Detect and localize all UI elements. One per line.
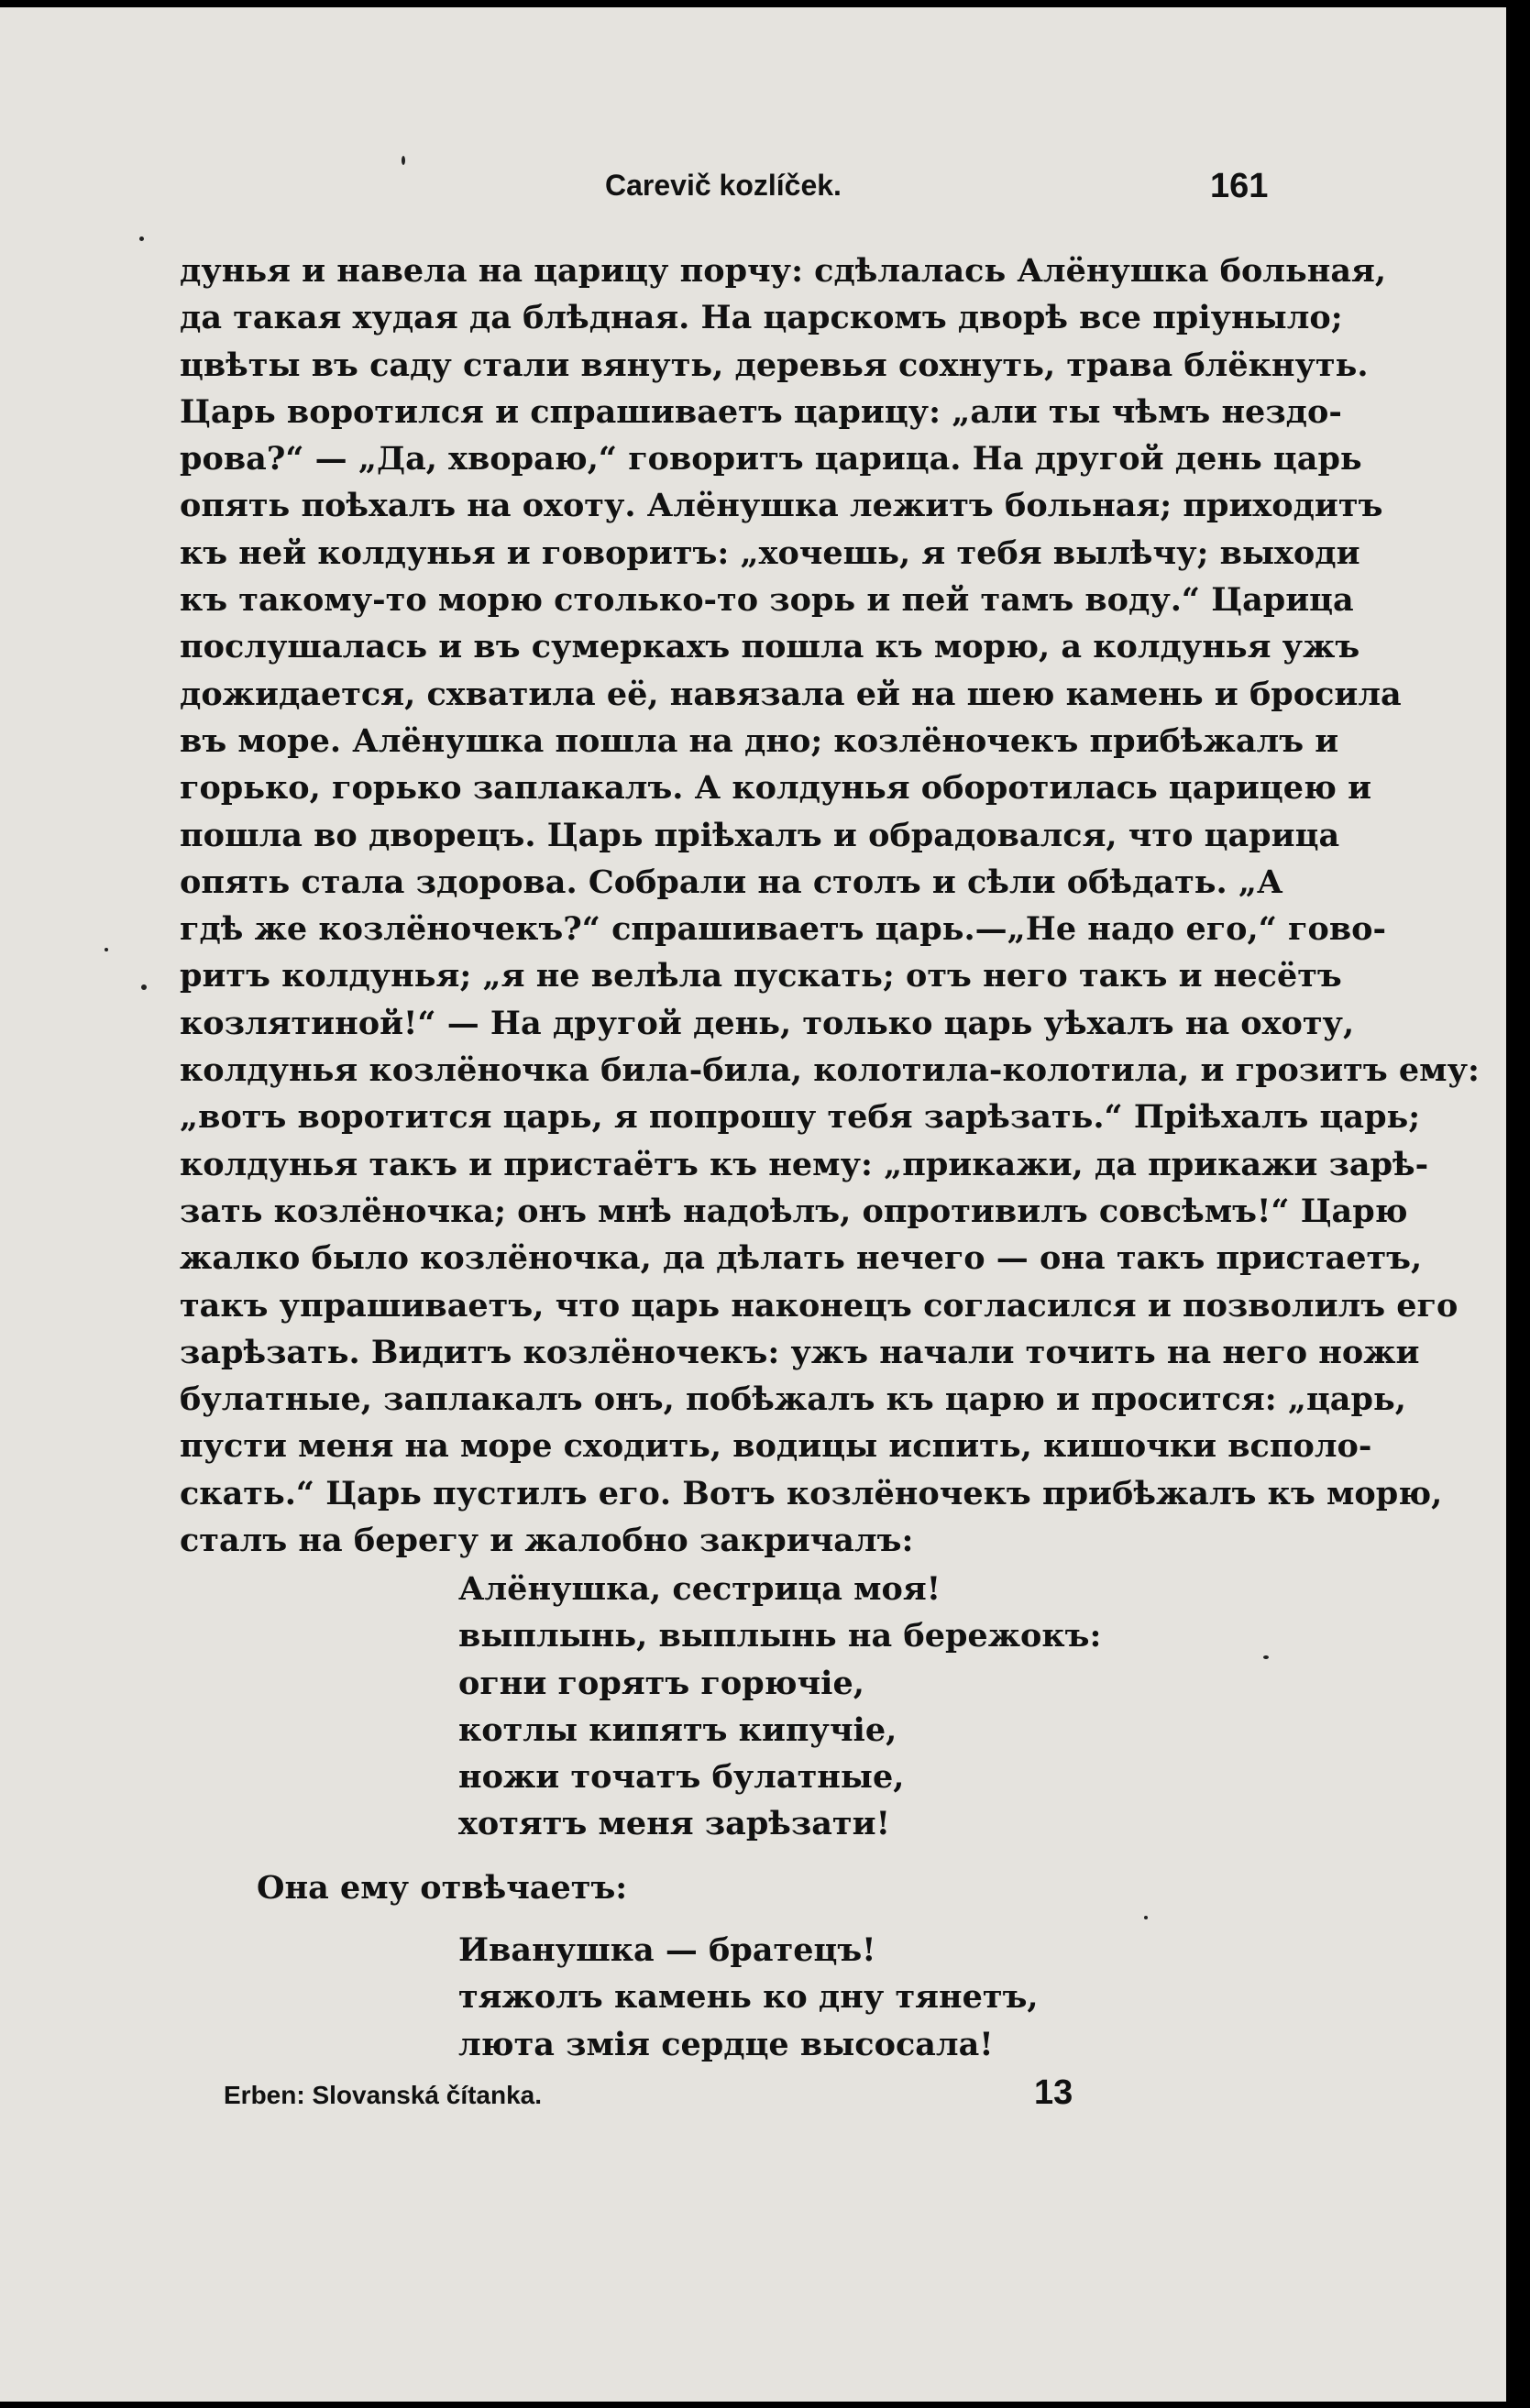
verse-line: тяжолъ камень ко дну тянетъ, [458, 1978, 1039, 2017]
running-title: Carevič kozlíček. [605, 169, 842, 202]
body-line: да такая худая да блѣдная. На царскомъ дворѣ все пріуныло; [180, 299, 1343, 337]
body-line: къ такому-то морю столько-то зорь и пей тамъ воду.“ Царица [180, 581, 1354, 620]
body-text [180, 247, 1480, 1564]
body-line: скать.“ Царь пустилъ его. Вотъ козлёночекъ прибѣжалъ къ морю, [180, 1474, 1443, 1512]
body-line: сталъ на берегу и жалобно закричалъ: [180, 1522, 914, 1560]
body-line: зать козлёночка; онъ мнѣ надоѣлъ, опротивилъ совсѣмъ!“ Царю [180, 1192, 1408, 1230]
footer-source: Erben: Slovanská čítanka. [224, 2081, 543, 2109]
scan-speck [402, 156, 405, 165]
verse-line: люта змія сердце высосала! [458, 2025, 994, 2063]
body-line: зарѣзать. Видитъ козлёночекъ: ужъ начали точить на него ножи [180, 1333, 1420, 1371]
body-line: колдунья козлёночка била-била, колотила-колотила, и грозитъ ему: [180, 1051, 1480, 1090]
body-line: Царь воротился и спрашиваетъ царицу: „али ты чѣмъ нездо- [180, 392, 1342, 431]
body-line: такъ упрашиваетъ, что царь наконецъ согласился и позволилъ его [180, 1286, 1458, 1325]
verse-line: огни горятъ горючіе, [458, 1664, 864, 1702]
scan-speck [139, 236, 144, 241]
verse-line: Алёнушка, сестрица моя! [458, 1570, 941, 1608]
body-line: жалко было козлёночка, да дѣлать нечего — она такъ пристаетъ, [180, 1239, 1423, 1278]
page-number: 161 [1210, 167, 1269, 205]
body-line: горько, горько заплакалъ. А колдунья оборотилась царицею и [180, 769, 1372, 808]
scan-edge [1506, 0, 1530, 2408]
page-footer [0, 2073, 1506, 2123]
verse-two [458, 1927, 1100, 2068]
body-line: дожидается, схватила её, навязала ей на шею камень и бросила [180, 675, 1402, 713]
scan-speck [1263, 1655, 1269, 1659]
body-line: опять стала здорова. Собрали на столъ и сѣли обѣдать. „А [180, 863, 1283, 901]
body-line: колдунья такъ и пристаётъ къ нему: „прикажи, да прикажи зарѣ- [180, 1145, 1429, 1183]
verse-one [458, 1566, 1100, 1848]
body-line: ритъ колдунья; „я не велѣла пускать; отъ него такъ и несётъ [180, 957, 1342, 995]
verse-line: ножи точатъ булатные, [458, 1758, 905, 1797]
body-line: пусти меня на море сходить, водицы испить, кишочки всполо- [180, 1427, 1372, 1466]
verse-line: Иванушка — братецъ! [458, 1931, 876, 1969]
body-line: „вотъ воротится царь, я попрошу тебя зарѣзать.“ Пріѣхалъ царь; [180, 1098, 1421, 1137]
body-line: въ море. Алёнушка пошла на дно; козлёночекъ прибѣжалъ и [180, 721, 1339, 760]
body-line: гдѣ же козлёночекъ?“ спрашиваетъ царь.—„Не надо его,“ гово- [180, 910, 1387, 949]
answer-line: Она ему отвѣчаетъ: [257, 1869, 628, 1907]
verse-line: выплынь, выплынь на бережокъ: [458, 1617, 1102, 1655]
book-page [0, 7, 1506, 2402]
body-line: дунья и навела на царицу порчу: сдѣлалась Алёнушка больная, [180, 252, 1387, 290]
body-line: рова?“ — „Да, хвораю,“ говоритъ царица. На другой день царь [180, 440, 1362, 478]
scan-speck [1144, 1916, 1148, 1919]
scan-speck [141, 984, 147, 990]
printer-signature: 13 [1034, 2073, 1073, 2112]
body-line: послушалась и въ сумеркахъ пошла къ морю, а колдунья ужъ [180, 628, 1360, 666]
body-line: булатные, заплакалъ онъ, побѣжалъ къ царю и просится: „царь, [180, 1380, 1406, 1419]
verse-line: хотятъ меня зарѣзати! [458, 1805, 890, 1843]
body-line: къ ней колдунья и говоритъ: „хочешь, я тебя вылѣчу; выходи [180, 533, 1360, 572]
body-line: козлятиной!“ — На другой день, только царь уѣхалъ на охоту, [180, 1004, 1355, 1042]
body-line: цвѣты въ саду стали вянуть, деревья сохнуть, трава блёкнуть. [180, 346, 1369, 384]
body-line: пошла во дворецъ. Царь пріѣхалъ и обрадовался, что царица [180, 816, 1340, 854]
scan-speck [105, 948, 108, 951]
body-line: опять поѣхалъ на охоту. Алёнушка лежитъ больная; приходитъ [180, 487, 1383, 525]
running-head [0, 169, 1506, 214]
verse-line: котлы кипятъ кипучіе, [458, 1710, 897, 1749]
